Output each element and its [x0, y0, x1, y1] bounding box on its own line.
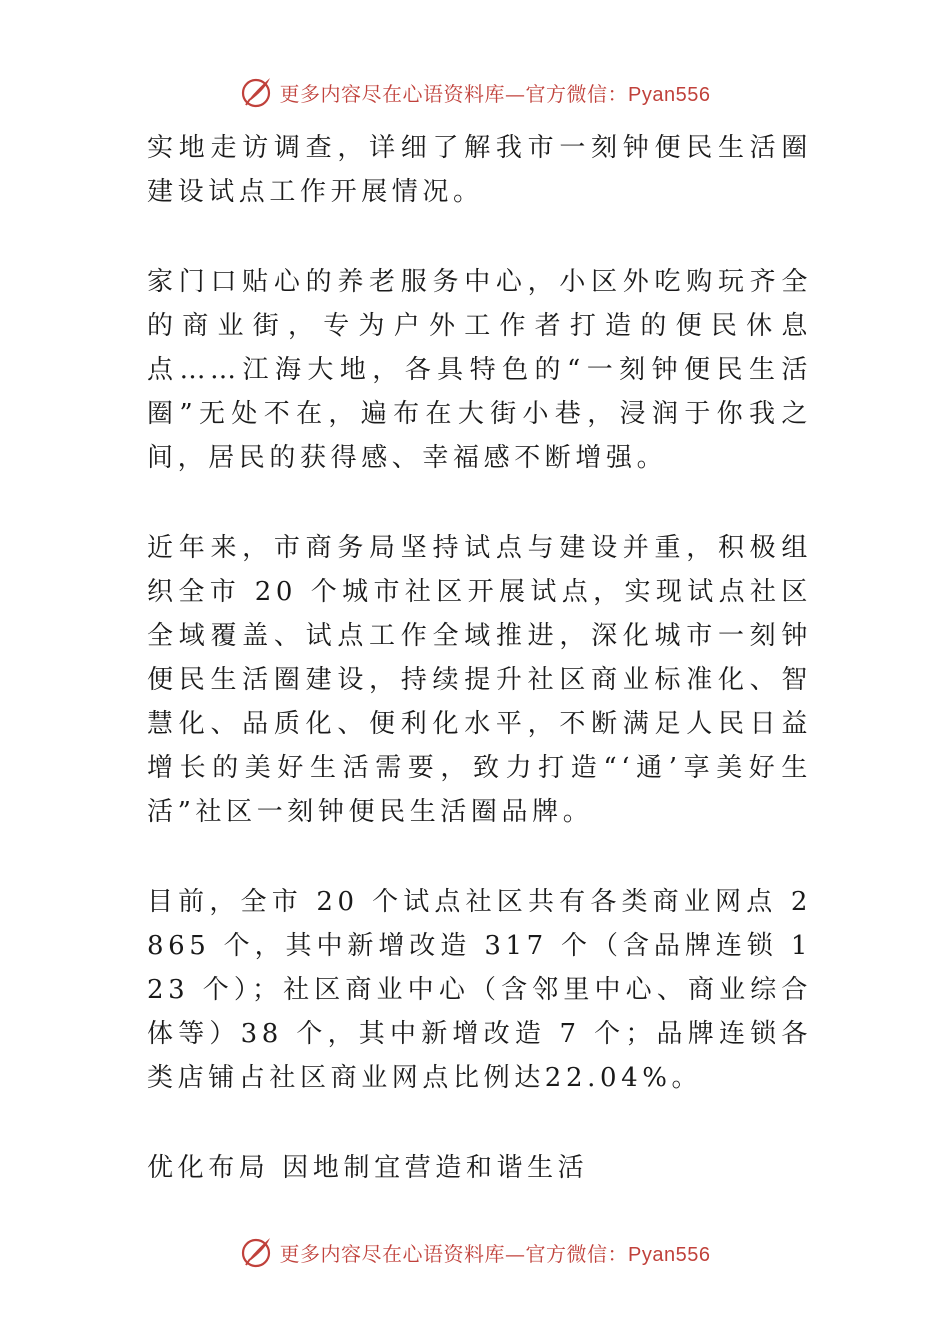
paragraph: 家门口贴心的养老服务中心，小区外吃购玩齐全的商业街，专为户外工作者打造的便民休息点……江海大地，各具特色的“一刻钟便民生活圈”无处不在，遍布在大街小巷，浸润于你我之间，居民的获得感、幸福感不断增强。: [147, 267, 812, 473]
quill-logo-icon: [240, 1235, 274, 1269]
article-body: [147, 126, 812, 1190]
paragraph: 目前，全市 20 个试点社区共有各类商业网点 2865 个，其中新增改造 317 个（含品牌连锁 123 个）；社区商业中心（含邻里中心、商业综合体等）38 个，其中新增改造 7 个；品牌连锁各类店铺占社区商业网点比例达22.04%。: [147, 887, 812, 1093]
paragraph: 实地走访调查，详细了解我市一刻钟便民生活圈建设试点工作开展情况。: [147, 133, 812, 207]
paragraph: 近年来，市商务局坚持试点与建设并重，积极组织全市 20 个城市社区开展试点，实现试点社区全域覆盖、试点工作全域推进，深化城市一刻钟便民生活圈建设，持续提升社区商业标准化、智慧化、品质化、便利化水平，不断满足人民日益增长的美好生活需要，致力打造“‘通’享美好生活”社区一刻钟便民生活圈品牌。: [147, 533, 812, 827]
header-watermark: [0, 72, 950, 112]
watermark-text: 更多内容尽在心语资料库—官方微信：Pyan556: [279, 81, 711, 106]
watermark-text: 更多内容尽在心语资料库—官方微信：Pyan556: [279, 1241, 711, 1266]
quill-logo-icon: [240, 75, 274, 109]
footer-watermark: [0, 1232, 950, 1272]
section-heading: 优化布局 因地制宜营造和谐生活: [147, 1153, 589, 1183]
